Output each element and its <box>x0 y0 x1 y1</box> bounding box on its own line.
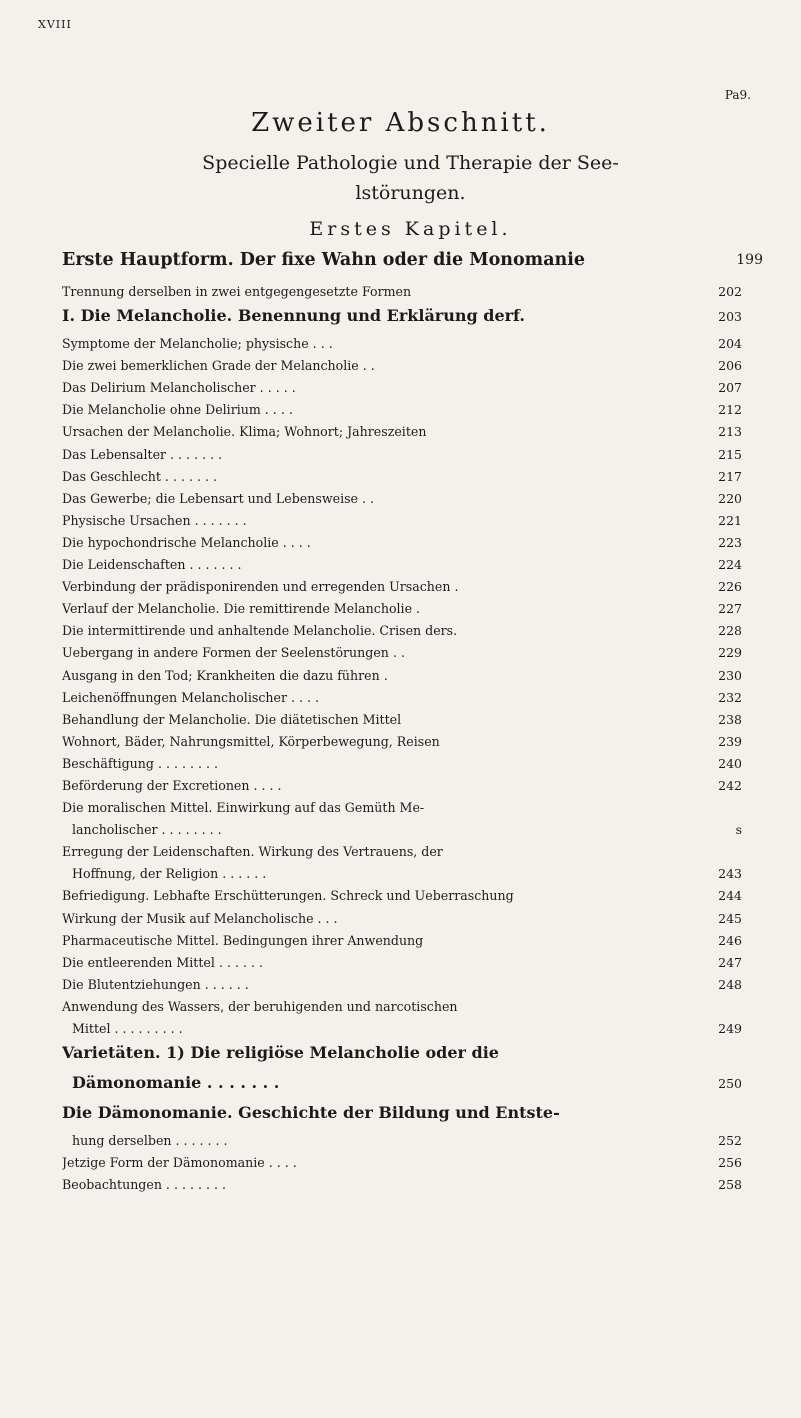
toc-entry-text: Physische Ursachen . . . . . . . <box>62 512 247 528</box>
toc-entry-page: 213 <box>718 424 742 440</box>
toc-entry-text: Jetzige Form der Dämonomanie . . . . <box>62 1155 297 1171</box>
toc-entry-text: I. Die Melancholie. Benennung und Erklärung derf. <box>62 306 525 326</box>
toc-entry <box>62 668 742 690</box>
toc-entry-text: Verbindung der prädisponirenden und erregenden Ursachen . <box>62 579 459 595</box>
toc-entry-page: 212 <box>718 402 742 418</box>
toc-entry-text: Das Delirium Melancholischer . . . . . <box>62 380 296 396</box>
toc-entry <box>62 469 742 491</box>
toc-entry <box>62 955 742 977</box>
toc-entry-page: 238 <box>718 711 742 727</box>
toc-entry-page: 248 <box>718 976 742 992</box>
toc-entry-page: 215 <box>718 446 742 462</box>
toc-entry-page: 230 <box>718 667 742 683</box>
main-heading-page: 199 <box>736 252 763 268</box>
section-subtitle-line1: Specielle Pathologie und Therapie der See- <box>202 152 619 174</box>
toc-entry <box>62 933 742 955</box>
toc-entry-text: Wohnort, Bäder, Nahrungsmittel, Körperbewegung, Reisen <box>62 733 440 749</box>
toc-entry-text: hung derselben . . . . . . . <box>72 1133 228 1149</box>
toc-entry-text: Wirkung der Musik auf Melancholische . . . <box>62 910 338 926</box>
toc-entry <box>62 977 742 999</box>
toc-entry-page: 204 <box>718 336 742 352</box>
section-title: Zweiter Abschnitt. <box>251 108 550 138</box>
toc-entry-text: Die entleerenden Mittel . . . . . . <box>62 954 263 970</box>
toc-entry <box>62 358 742 380</box>
toc-entry-text: Die moralischen Mittel. Einwirkung auf das Gemüth Me- <box>62 800 425 816</box>
toc-entry-text: Die Leidenschaften . . . . . . . <box>62 557 242 573</box>
toc-entry <box>62 756 742 778</box>
roman-numeral: XVIII <box>38 18 72 31</box>
toc-entry-page: s <box>735 822 742 838</box>
toc-entry-page: 224 <box>718 557 742 573</box>
toc-entry-page: 245 <box>718 910 742 926</box>
toc-entry-text: Verlauf der Melancholie. Die remittirende Melancholie . <box>62 601 421 617</box>
toc-entry-text: Behandlung der Melancholie. Die diätetischen Mittel <box>62 711 402 727</box>
toc-entry <box>62 402 742 424</box>
toc-entry <box>62 1155 742 1177</box>
toc-entry-text: Die Melancholie ohne Delirium . . . . <box>62 402 293 418</box>
toc-entry <box>62 535 742 557</box>
toc-entry <box>62 1073 742 1103</box>
main-heading: Erste Hauptform. Der fixe Wahn oder die Monomanie <box>62 250 586 270</box>
toc-entry-page: 243 <box>718 866 742 882</box>
toc-entry-text: Leichenöffnungen Melancholischer . . . . <box>62 689 319 705</box>
toc-entry-page: 240 <box>718 755 742 771</box>
toc-entry <box>62 513 742 535</box>
toc-entry <box>62 1103 742 1133</box>
toc-entry-page: 226 <box>718 579 742 595</box>
toc-entry <box>62 712 742 734</box>
toc-entry-page: 239 <box>718 733 742 749</box>
toc-entry-text: Dämonomanie . . . . . . . <box>72 1073 280 1093</box>
toc-entry-text: Mittel . . . . . . . . . <box>72 1021 183 1036</box>
toc-entry-page: 249 <box>718 1021 742 1036</box>
toc-entry-text: Die intermittirende und anhaltende Melancholie. Crisen ders. <box>62 623 458 639</box>
toc-entry <box>62 866 742 888</box>
toc-entry <box>62 1133 742 1155</box>
toc-entry-text: Die zwei bemerklichen Grade der Melancholie . . <box>62 358 375 374</box>
toc-entry <box>62 778 742 800</box>
toc-entry-text: Beobachtungen . . . . . . . . <box>62 1177 226 1193</box>
toc-entry <box>62 645 742 667</box>
toc-entry-text: Das Gewerbe; die Lebensart und Lebensweise . . <box>62 490 375 506</box>
toc-entry-page: 242 <box>718 777 742 793</box>
toc-entry <box>62 888 742 910</box>
toc-entry <box>62 800 742 822</box>
toc-entry-page: 202 <box>718 284 742 299</box>
toc-list <box>62 284 742 1199</box>
toc-entry-page: 223 <box>718 534 742 550</box>
toc-entry-text: Symptome der Melancholie; physische . . . <box>62 336 333 352</box>
toc-entry-text: Befriedigung. Lebhafte Erschütterungen. Schreck und Ueberraschung <box>62 888 514 904</box>
toc-entry <box>62 999 742 1021</box>
toc-entry-text: Varietäten. 1) Die religiöse Melancholie oder die <box>62 1043 499 1063</box>
toc-entry-text: Hoffnung, der Religion . . . . . . <box>72 866 267 882</box>
toc-entry-text: Das Lebensalter . . . . . . . <box>62 446 223 462</box>
toc-entry-page: 250 <box>718 1076 742 1092</box>
toc-entry-page: 227 <box>718 601 742 617</box>
toc-entry <box>62 579 742 601</box>
toc-entry-text: Beförderung der Excretionen . . . . <box>62 777 282 793</box>
toc-entry-page: 244 <box>718 888 742 904</box>
toc-entry-page: 246 <box>718 932 742 948</box>
toc-entry <box>62 690 742 712</box>
toc-entry-page: 217 <box>718 468 742 484</box>
toc-entry-text: Anwendung des Wassers, der beruhigenden und narcotischen <box>62 998 458 1014</box>
toc-entry <box>62 822 742 844</box>
toc-entry <box>62 336 742 358</box>
toc-entry <box>62 306 742 336</box>
toc-entry-page: 252 <box>718 1133 742 1149</box>
toc-entry <box>62 1043 742 1073</box>
toc-entry-page: 221 <box>718 512 742 528</box>
toc-entry-text: Die hypochondrische Melancholie . . . . <box>62 534 311 550</box>
toc-entry <box>62 491 742 513</box>
page-code: Pa9. <box>724 88 751 102</box>
toc-entry-text: Ursachen der Melancholie. Klima; Wohnort; Jahreszeiten <box>62 424 427 440</box>
toc-entry-page: 258 <box>718 1177 742 1193</box>
toc-entry-page: 206 <box>718 358 742 374</box>
toc-entry <box>62 601 742 623</box>
toc-entry-text: Die Blutentziehungen . . . . . . <box>62 976 249 992</box>
toc-entry-page: 247 <box>718 954 742 970</box>
toc-entry-text: Uebergang in andere Formen der Seelenstörungen . . <box>62 645 405 661</box>
toc-entry-text: Die Dämonomanie. Geschichte der Bildung und Entste- <box>62 1103 560 1123</box>
toc-entry-page: 203 <box>718 309 742 325</box>
chapter-heading: Erstes Kapitel. <box>309 218 512 240</box>
toc-entry <box>62 284 742 306</box>
toc-entry <box>62 447 742 469</box>
section-subtitle-line2: lstörungen. <box>355 182 466 204</box>
toc-entry-text: Pharmaceutische Mittel. Bedingungen ihrer Anwendung <box>62 932 424 948</box>
toc-entry-text: Trennung derselben in zwei entgegengesetzte Formen <box>62 284 412 299</box>
toc-entry <box>62 1177 742 1199</box>
toc-entry <box>62 844 742 866</box>
toc-entry-page: 207 <box>718 380 742 396</box>
toc-entry <box>62 1021 742 1043</box>
toc-entry-page: 229 <box>718 645 742 661</box>
toc-entry-text: Erregung der Leidenschaften. Wirkung des Vertrauens, der <box>62 844 443 860</box>
toc-entry <box>62 734 742 756</box>
toc-entry <box>62 557 742 579</box>
toc-entry-text: Das Geschlecht . . . . . . . <box>62 468 217 484</box>
toc-entry <box>62 380 742 402</box>
toc-entry-page: 232 <box>718 689 742 705</box>
toc-entry <box>62 623 742 645</box>
toc-entry-text: lancholischer . . . . . . . . <box>72 822 222 838</box>
toc-entry <box>62 911 742 933</box>
toc-entry-page: 256 <box>718 1155 742 1171</box>
toc-entry-text: Beschäftigung . . . . . . . . <box>62 755 218 771</box>
toc-entry-page: 228 <box>718 623 742 639</box>
toc-entry <box>62 424 742 446</box>
toc-entry-text: Ausgang in den Tod; Krankheiten die dazu führen . <box>62 667 388 683</box>
toc-entry-page: 220 <box>718 490 742 506</box>
